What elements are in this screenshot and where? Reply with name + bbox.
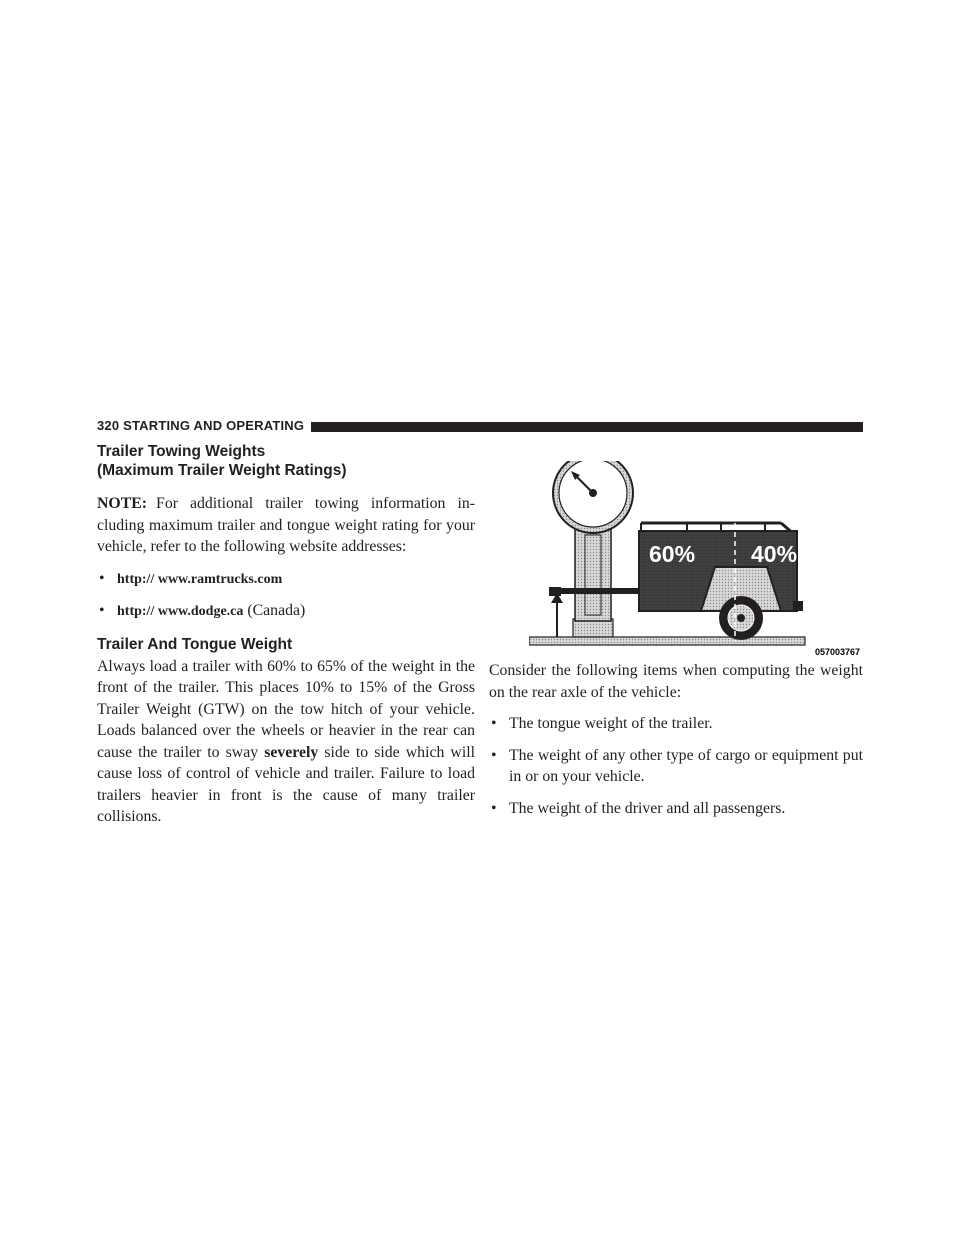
bullet-dot: • (491, 746, 497, 764)
ground-plate (529, 637, 805, 645)
page-number: 320 (97, 418, 120, 433)
header-rule (311, 422, 863, 432)
rear-percent-label: 40% (751, 541, 798, 567)
bullet-dot: • (491, 799, 497, 817)
heading-line-1: Trailer Towing Weights (97, 443, 266, 460)
scale-post (575, 529, 611, 621)
hitch-coupler (549, 587, 561, 596)
website-link[interactable]: http:// www.ramtrucks.com (117, 571, 283, 587)
bullet-dot: • (99, 602, 105, 619)
bullet-dot: • (99, 569, 105, 587)
note-label: NOTE: (97, 495, 148, 512)
note-paragraph (97, 493, 475, 558)
list-item (489, 745, 863, 788)
tail-light (793, 601, 803, 611)
bullet-dot: • (491, 715, 497, 732)
para-text-1: Always load a trailer with 60% to 65% of the weight in the front of the trailer. This places 10% to 15% of the Gross Trailer Weight (GTW) on the tow hitch of your vehicle. Loads balanced over the wheels or heavier in the rear can cause the trailer to sway (97, 657, 475, 761)
trailer-diagram (529, 461, 863, 661)
intro-paragraph: Consider the following items when computing the weight on the rear axle of the vehicle: (489, 662, 863, 701)
trailer-weight-figure (529, 461, 863, 661)
list-item (489, 713, 863, 735)
link-suffix: (Canada) (247, 602, 306, 619)
website-link[interactable]: http:// www.dodge.ca (117, 604, 244, 619)
page-header-text (97, 418, 304, 433)
page-header (97, 418, 863, 436)
para-bold: severely (264, 743, 319, 761)
note-text: For additional trailer towing information including maximum trailer and tongue weight rating for your vehicle, refer to the following website addresses: (97, 495, 475, 555)
body-paragraph (97, 656, 475, 828)
left-column (97, 442, 475, 828)
link-item (97, 600, 475, 623)
figure-code: 057003767 (815, 647, 861, 657)
para-text-2: side to side which will cause loss of control of vehicle and trailer. Failure to load trailers heavier in front is the cause of many trailer collisions. (97, 743, 476, 825)
heading-tongue-weight: Trailer And Tongue Weight (97, 635, 293, 653)
section-title: STARTING AND OPERATING (123, 418, 305, 433)
trailer-tongue (555, 588, 641, 594)
front-percent-label: 60% (649, 541, 696, 567)
list-item (489, 798, 863, 820)
list-item-text: The tongue weight of the trailer. (509, 715, 713, 732)
link-item (97, 568, 475, 591)
heading-line-2: (Maximum Trailer Weight Ratings) (97, 462, 347, 479)
right-column (489, 660, 863, 819)
list-item-text: The weight of any other type of cargo or equipment put in or on your vehicle. (509, 746, 863, 785)
gauge-hub (589, 489, 597, 497)
list-item-text: The weight of the driver and all passengers. (509, 799, 786, 817)
heading-towing-weights (97, 442, 475, 480)
